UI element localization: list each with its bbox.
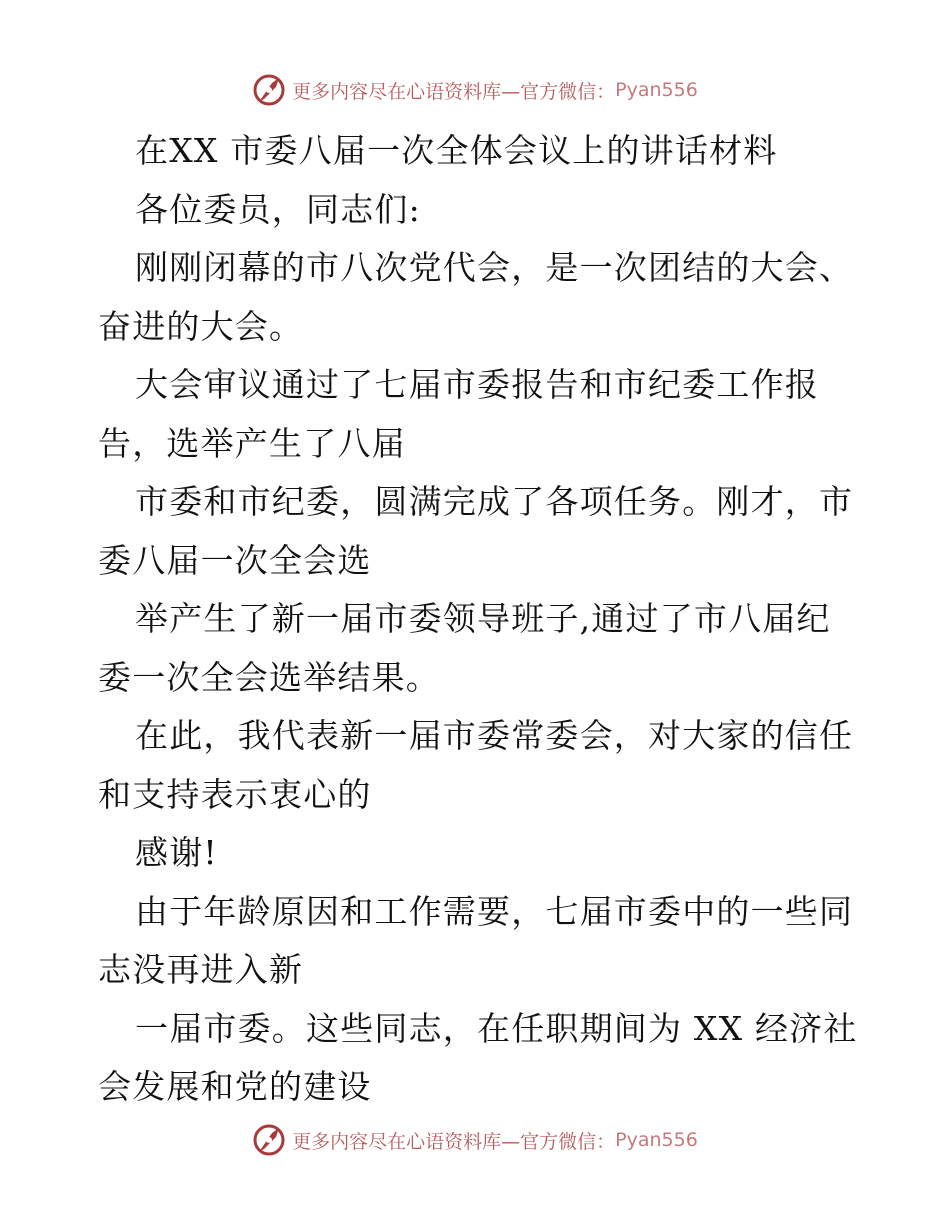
- text-line: 在此，我代表新一届市委常委会，对大家的信任: [135, 716, 854, 755]
- watermark-header: [0, 70, 950, 110]
- text-line: 告，选举产生了八届: [98, 423, 406, 463]
- text-line: 一届市委。这些同志，在任职期间为 XX 经济社: [135, 1008, 858, 1048]
- quill-pen-circle-icon: [252, 1123, 286, 1157]
- text-line: 由于年龄原因和工作需要，七届市委中的一些同: [135, 891, 854, 931]
- text-line: 志没再进入新: [98, 950, 304, 989]
- watermark-tag: Pyan556: [615, 79, 698, 101]
- quill-pen-circle-icon: [252, 73, 286, 107]
- text-line: 感谢!: [135, 833, 218, 872]
- text-line: 举产生了新一届市委领导班子,通过了市八届纪: [135, 599, 831, 638]
- text-line: 和支持表示衷心的: [98, 774, 372, 814]
- text-line: 会发展和党的建设: [98, 1067, 372, 1106]
- text-line: 各位委员，同志们:: [135, 189, 421, 229]
- watermark-text: 更多内容尽在心语资料库—官方微信：: [292, 1130, 616, 1153]
- document-body: [98, 122, 858, 1117]
- watermark-tag: Pyan556: [615, 1129, 698, 1151]
- text-line: 委八届一次全会选: [98, 540, 372, 580]
- watermark-text: 更多内容尽在心语资料库—官方微信：: [292, 80, 616, 103]
- text-line: 大会审议通过了七届市委报告和市纪委工作报: [135, 365, 819, 404]
- text-line: 委一次全会选举结果。: [98, 657, 440, 697]
- text-line: 在XX 市委八届一次全体会议上的讲话材料: [135, 131, 778, 170]
- text-line: 刚刚闭幕的市八次党代会，是一次团结的大会、: [135, 248, 854, 287]
- text-line: 市委和市纪委，圆满完成了各项任务。刚才，市: [135, 482, 854, 521]
- watermark-footer: [0, 1120, 950, 1160]
- text-line: 奋进的大会。: [98, 306, 304, 346]
